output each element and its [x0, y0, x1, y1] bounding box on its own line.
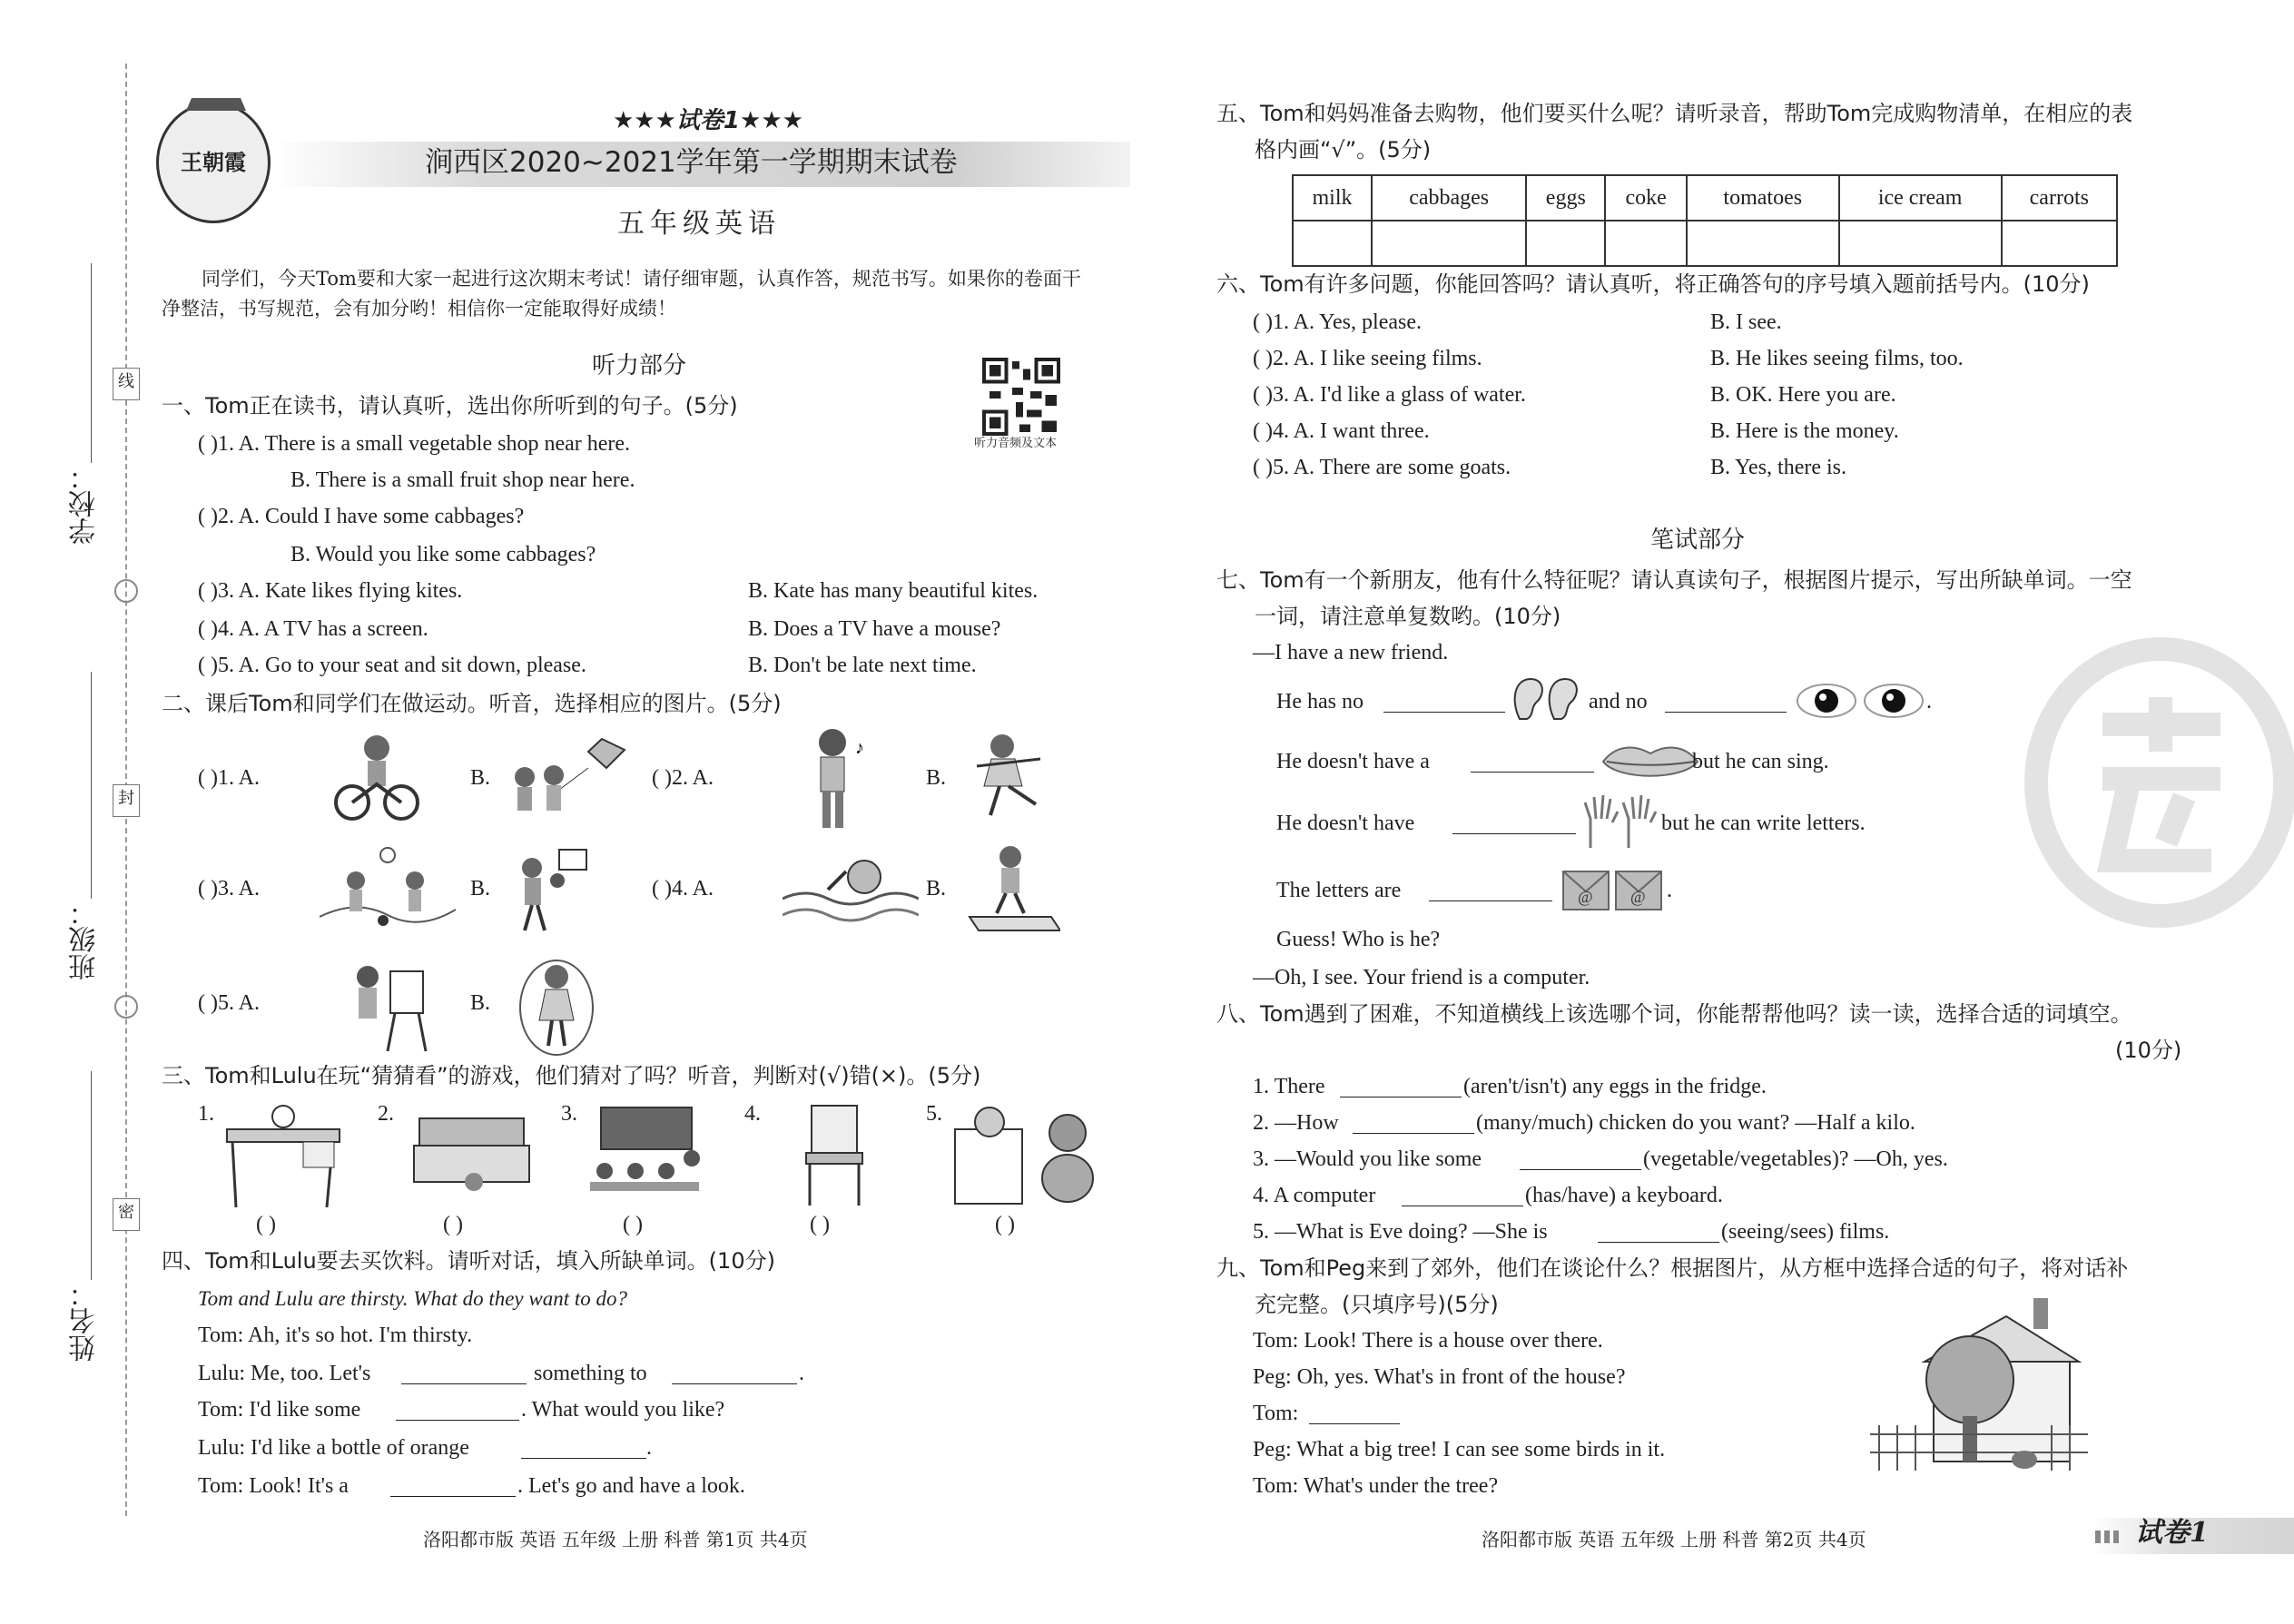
- paper-series: ★★★试卷1★★★: [613, 107, 803, 134]
- email-envelopes-icon: [1561, 866, 1663, 913]
- margin-school-label: 学校：: [69, 463, 101, 545]
- q6-item-1-b: B. I see.: [1710, 310, 1782, 334]
- shopping-list-check-row[interactable]: [1293, 221, 2117, 266]
- q4-blank-2[interactable]: [672, 1363, 797, 1384]
- footer-right: 洛阳都市版 英语 五年级 上册 科普 第2页 共4页: [1482, 1529, 1866, 1550]
- q9-blank-1[interactable]: [1309, 1403, 1400, 1424]
- cycling-boy-image: [327, 732, 427, 822]
- hands-icon: [1581, 792, 1659, 851]
- q7-blank-2[interactable]: [1665, 692, 1787, 713]
- writing-section-title: 笔试部分: [1650, 527, 1746, 554]
- basketball-boy-image: [505, 844, 596, 935]
- classroom-image: [583, 1104, 705, 1204]
- q7-blank-4[interactable]: [1452, 813, 1576, 834]
- margin-name-line: [91, 1071, 92, 1280]
- q4-line-3a: Tom: I'd like some: [198, 1398, 361, 1422]
- q2-label-1b: B.: [470, 766, 491, 790]
- brand-logo-text: 王朝霞: [181, 149, 246, 175]
- q8-item-5b: (seeing/sees) films.: [1721, 1220, 1890, 1244]
- q7-period-1: .: [1926, 690, 1932, 714]
- crown-icon: [186, 98, 246, 111]
- q5-title-2: 格内画“√”。(5分): [1255, 137, 1432, 162]
- shopping-list-header-row: [1293, 175, 2117, 221]
- q3-paren-4: ( ): [810, 1213, 830, 1236]
- q7-line-3a: He doesn't have: [1276, 812, 1415, 835]
- q3-num-5: 5.: [926, 1102, 942, 1126]
- q3-paren-2: ( ): [443, 1213, 463, 1236]
- q1-item-3-b: B. Kate has many beautiful kites.: [748, 579, 1039, 603]
- q1-item-2: ( )2. A. Could I have some cabbages?: [198, 505, 525, 528]
- q2-label-4b: B.: [926, 877, 947, 901]
- ears-icon: [1511, 674, 1585, 726]
- footer-badge: 试卷1: [2135, 1517, 2209, 1549]
- qr-caption: 听力音频及文本: [974, 437, 1058, 450]
- q7-line-2a: He doesn't have a: [1276, 750, 1430, 773]
- q2-label-5b: B.: [470, 991, 491, 1015]
- margin-name-label: 姓名：: [69, 1280, 101, 1362]
- q1-item-4: ( )4. A. A TV has a screen.: [198, 617, 428, 641]
- q6-item-2-b: B. He likes seeing films, too.: [1710, 347, 1964, 370]
- q3-num-2: 2.: [378, 1102, 394, 1126]
- shopping-item-eggs: eggs: [1526, 175, 1605, 221]
- check-cell[interactable]: [1839, 221, 2002, 266]
- q2-label-4a: ( )4. A.: [652, 877, 714, 901]
- q6-item-3-a: ( )3. A. I'd like a glass of water.: [1253, 383, 1526, 407]
- listening-section-title: 听力部分: [592, 352, 687, 379]
- check-cell[interactable]: [1687, 221, 1839, 266]
- q8-blank-4[interactable]: [1402, 1186, 1523, 1206]
- box-cat-bear-image: [950, 1102, 1104, 1207]
- secret-seal-watermark: [2024, 637, 2294, 928]
- check-cell[interactable]: [1372, 221, 1526, 266]
- q7-blank-1[interactable]: [1383, 692, 1505, 713]
- q4-line-1: Tom: Ah, it's so hot. I'm thirsty.: [198, 1324, 473, 1347]
- q8-item-4a: 4. A computer: [1253, 1184, 1376, 1207]
- q7-blank-3[interactable]: [1471, 752, 1594, 773]
- q4-blank-5[interactable]: [390, 1476, 516, 1497]
- q3-num-4: 4.: [744, 1102, 761, 1126]
- q4-line-5a: Tom: Look! It's a: [198, 1474, 349, 1498]
- footer-dots-icon: [2095, 1530, 2122, 1543]
- q1-item-2-b: B. Would you like some cabbages?: [290, 543, 596, 566]
- q8-title: 八、Tom遇到了困难，不知道横线上该选哪个词，你能帮帮他吗？读一读，选择合适的词填空。: [1216, 1001, 2132, 1027]
- bed-image: [410, 1109, 533, 1200]
- q9-title-1: 九、Tom和Peg来到了郊外，他们在谈论什么？根据图片，从方框中选择合适的句子，将对话补: [1216, 1255, 2129, 1281]
- eyes-icon: [1794, 681, 1926, 721]
- farmhouse-tree-image: [1870, 1298, 2088, 1476]
- q3-paren-5: ( ): [995, 1213, 1015, 1236]
- q8-item-2a: 2. —How: [1253, 1111, 1339, 1135]
- paper-subject: 五年级英语: [617, 208, 781, 240]
- q2-title: 二、课后Tom和同学们在做运动。听音，选择相应的图片。(5分): [162, 691, 782, 716]
- shopping-list-table: [1292, 174, 2118, 267]
- q9-title-2: 充完整。(只填序号)(5分): [1255, 1292, 1499, 1317]
- q6-item-2-a: ( )2. A. I like seeing films.: [1253, 347, 1482, 370]
- q4-blank-4[interactable]: [521, 1438, 646, 1459]
- margin-mark-seal: 封: [113, 784, 140, 817]
- svg-text:♪: ♪: [855, 738, 864, 758]
- q5-title-1: 五、Tom和妈妈准备去购物，他们要买什么呢？请听录音，帮助Tom完成购物清单，在相应的表: [1216, 101, 2133, 126]
- skipping-girl-image: [516, 957, 597, 1058]
- q9-line-1: Tom: Look! There is a house over there.: [1253, 1329, 1603, 1353]
- margin-mark-secret: 密: [113, 1198, 140, 1231]
- q8-item-4b: (has/have) a keyboard.: [1525, 1184, 1723, 1207]
- q6-title: 六、Tom有许多问题，你能回答吗？请认真听，将正确答句的序号填入题前括号内。(10分): [1216, 271, 2090, 297]
- svg-text:@: @: [1630, 888, 1646, 906]
- check-cell[interactable]: [2002, 221, 2117, 266]
- kite-flying-kids-image: [497, 732, 634, 822]
- q4-period-1: .: [799, 1362, 804, 1385]
- q8-blank-1[interactable]: [1340, 1077, 1462, 1097]
- q4-blank-3[interactable]: [396, 1400, 519, 1421]
- q2-label-5a: ( )5. A.: [198, 991, 260, 1015]
- q6-item-5-b: B. Yes, there is.: [1710, 456, 1847, 479]
- mouth-icon: [1600, 741, 1701, 782]
- q1-item-5: ( )5. A. Go to your seat and sit down, please.: [198, 654, 586, 677]
- football-kids-image: [320, 844, 456, 935]
- q3-title: 三、Tom和Lulu在玩“猜猜看”的游戏，他们猜对了吗？听音，判断对(√)错(×)。(5分): [162, 1063, 981, 1088]
- q6-item-4-b: B. Here is the money.: [1710, 419, 1899, 443]
- q4-line-5b: . Let's go and have a look.: [517, 1474, 745, 1498]
- q4-line-2a: Lulu: Me, too. Let's: [198, 1362, 371, 1385]
- q1-item-1: ( )1. A. There is a small vegetable shop near here.: [198, 432, 631, 456]
- q4-blank-1[interactable]: [401, 1363, 527, 1384]
- q2-label-2a: ( )2. A.: [652, 766, 714, 790]
- margin-mark-line: 线: [113, 368, 140, 400]
- q6-item-5-a: ( )5. A. There are some goats.: [1253, 456, 1511, 479]
- q6-item-3-b: B. OK. Here you are.: [1710, 383, 1896, 407]
- q9-line-2: Peg: Oh, yes. What's in front of the house?: [1253, 1365, 1626, 1389]
- q2-label-2b: B.: [926, 766, 947, 790]
- check-cell[interactable]: [1605, 221, 1687, 266]
- paper-title: 涧西区2020~2021学年第一学期期末试卷: [425, 146, 958, 179]
- q7-title-1: 七、Tom有一个新朋友，他有什么特征呢？请认真读句子，根据图片提示，写出所缺单词。一空: [1216, 567, 2132, 593]
- skating-girl-image: [959, 732, 1058, 822]
- q7-line-1b: and no: [1589, 690, 1648, 714]
- intro-line-1: 同学们，今天Tom要和大家一起进行这次期末考试！请仔细审题，认真作答，规范书写。如果你的卷面干: [202, 268, 1081, 290]
- jumping-boy-image: [960, 844, 1060, 935]
- q8-blank-5[interactable]: [1598, 1222, 1719, 1243]
- q8-blank-2[interactable]: [1353, 1113, 1474, 1134]
- q7-period-2: .: [1667, 879, 1672, 902]
- check-cell[interactable]: [1526, 221, 1605, 266]
- punch-hole-icon: [114, 995, 138, 1019]
- q8-item-3a: 3. —Would you like some: [1253, 1147, 1482, 1171]
- q2-label-1a: ( )1. A.: [198, 766, 260, 790]
- shopping-item-carrots: carrots: [2002, 175, 2117, 221]
- q1-item-1-b: B. There is a small fruit shop near here.: [290, 468, 635, 492]
- music-boy-image: [792, 726, 882, 833]
- shopping-item-milk: milk: [1293, 175, 1372, 221]
- q8-blank-3[interactable]: [1520, 1149, 1641, 1170]
- q9-line-4: Peg: What a big tree! I can see some birds in it.: [1253, 1438, 1666, 1462]
- q7-line-3b: but he can write letters.: [1661, 812, 1866, 835]
- margin-class-line: [91, 672, 92, 899]
- punch-hole-icon: [114, 579, 138, 603]
- painting-girl-image: [340, 962, 431, 1055]
- q4-line-2b: something to: [534, 1362, 647, 1385]
- q7-line-0: —I have a new friend.: [1253, 641, 1449, 664]
- q7-title-2: 一词，请注意单复数哟。(10分): [1255, 604, 1561, 629]
- q4-line-4: Lulu: I'd like a bottle of orange: [198, 1436, 469, 1460]
- q9-line-3: Tom:: [1253, 1402, 1299, 1425]
- q4-lead: Tom and Lulu are thirsty. What do they want to do?: [198, 1287, 628, 1310]
- q8-item-2b: (many/much) chicken do you want? —Half a kilo.: [1476, 1111, 1915, 1135]
- footer-left: 洛阳都市版 英语 五年级 上册 科普 第1页 共4页: [423, 1529, 808, 1550]
- q8-item-1a: 1. There: [1253, 1075, 1325, 1098]
- q8-item-1b: (aren't/isn't) any eggs in the fridge.: [1463, 1075, 1767, 1098]
- qr-code-icon: [982, 358, 1060, 436]
- shopping-item-coke: coke: [1605, 175, 1687, 221]
- q3-paren-3: ( ): [623, 1213, 643, 1236]
- q3-num-1: 1.: [198, 1102, 214, 1126]
- q1-item-3: ( )3. A. Kate likes flying kites.: [198, 579, 463, 603]
- intro-line-2: 净整洁，书写规范，会有加分哟！相信你一定能取得好成绩！: [162, 298, 676, 320]
- q7-line-5: Guess! Who is he?: [1276, 928, 1441, 951]
- margin-class-label: 班级：: [69, 899, 101, 980]
- q3-paren-1: ( ): [256, 1213, 276, 1236]
- q4-line-3b: . What would you like?: [521, 1398, 725, 1422]
- q4-title: 四、Tom和Lulu要去买饮料。请听对话，填入所缺单词。(10分): [162, 1248, 775, 1274]
- q8-score: (10分): [2115, 1038, 2182, 1063]
- desk-clock-image: [222, 1102, 344, 1209]
- brand-logo: [156, 102, 271, 223]
- q7-blank-5[interactable]: [1429, 881, 1552, 901]
- shopping-item-tomatoes: tomatoes: [1687, 175, 1839, 221]
- q7-line-2b: but he can sing.: [1692, 750, 1829, 773]
- svg-text:@: @: [1578, 888, 1593, 906]
- q3-num-3: 3.: [561, 1102, 577, 1126]
- margin-school-line: [91, 263, 92, 463]
- q9-line-5: Tom: What's under the tree?: [1253, 1474, 1499, 1498]
- q7-line-1a: He has no: [1276, 690, 1364, 714]
- q1-title: 一、Tom正在读书，请认真听，选出你所听到的句子。(5分): [162, 393, 738, 418]
- check-cell[interactable]: [1293, 221, 1372, 266]
- q1-item-4-b: B. Does a TV have a mouse?: [748, 617, 1001, 641]
- q8-item-3b: (vegetable/vegetables)? —Oh, yes.: [1643, 1147, 1948, 1171]
- chair-image: [799, 1102, 871, 1209]
- shopping-item-ice-cream: ice cream: [1839, 175, 2002, 221]
- q7-line-6: —Oh, I see. Your friend is a computer.: [1253, 966, 1590, 989]
- q6-item-4-a: ( )4. A. I want three.: [1253, 419, 1430, 443]
- swimming-kid-image: [783, 844, 919, 935]
- q2-label-3a: ( )3. A.: [198, 877, 260, 901]
- q4-period-2: .: [646, 1436, 652, 1460]
- q1-item-5-b: B. Don't be late next time.: [748, 654, 977, 677]
- shopping-item-cabbages: cabbages: [1372, 175, 1526, 221]
- q8-item-5a: 5. —What is Eve doing? —She is: [1253, 1220, 1548, 1244]
- q6-item-1-a: ( )1. A. Yes, please.: [1253, 310, 1422, 334]
- q7-line-4a: The letters are: [1276, 879, 1402, 902]
- q2-label-3b: B.: [470, 877, 491, 901]
